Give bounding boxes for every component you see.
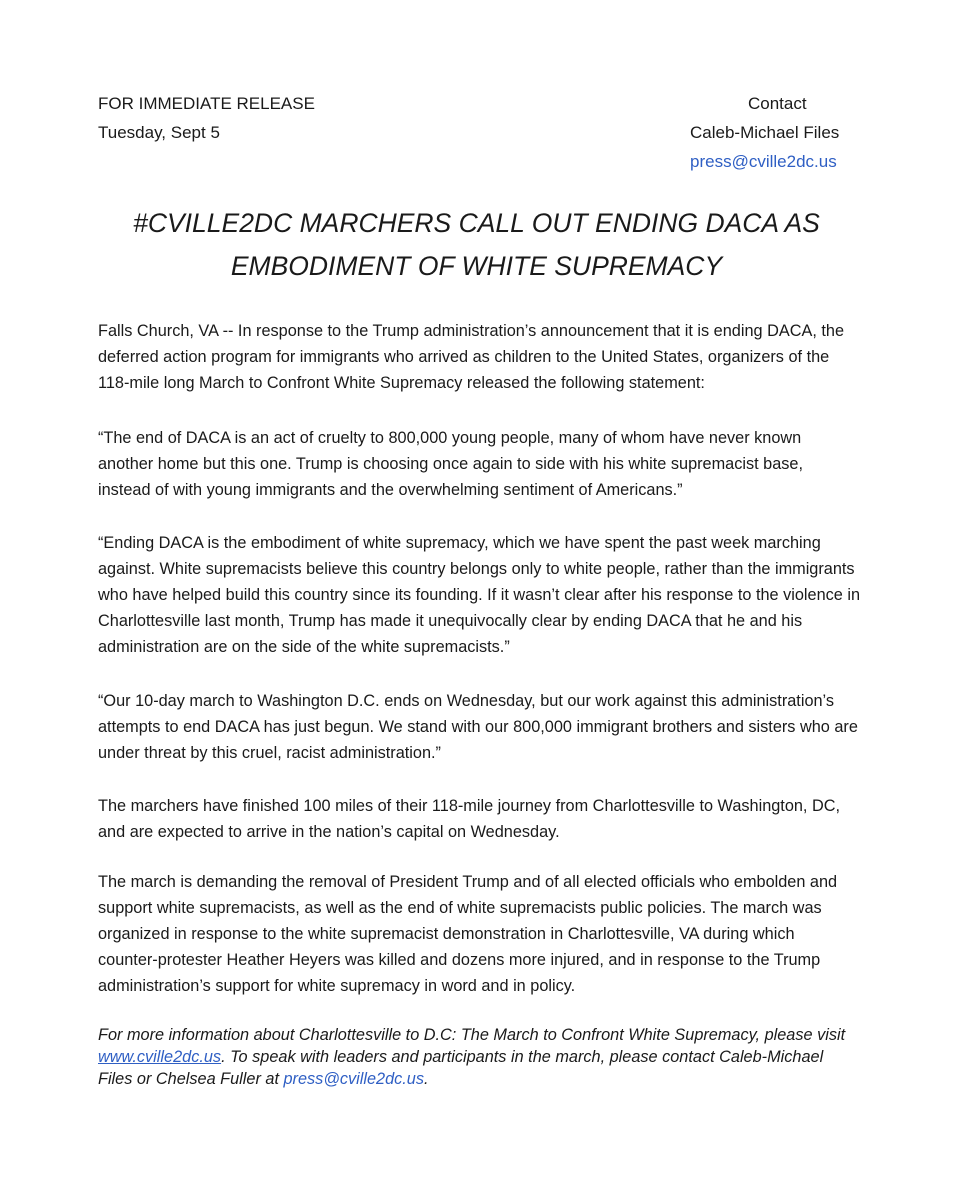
paragraph-progress (98, 793, 840, 845)
text-line: deferred action program for immigrants who arrived as children to the United States, organizers of the (98, 348, 830, 366)
website-link[interactable]: www.cville2dc.us (98, 1048, 222, 1066)
paragraph-demands (98, 869, 837, 999)
text-line: against. White supremacists believe this country belongs only to white people, rather than the immigrants (98, 560, 855, 578)
text-line: counter-protester Heather Heyers was killed and dozens more injured, and in response to the Trump (98, 951, 821, 969)
footer-more-info (98, 1024, 845, 1090)
text-line: 118-mile long March to Confront White Supremacy released the following statement: (98, 374, 705, 392)
text-line: “The end of DACA is an act of cruelty to 800,000 young people, many of whom have never known (98, 429, 802, 447)
text-line: attempts to end DACA has just begun. We stand with our 800,000 immigrant brothers and sisters who are (98, 718, 858, 736)
text-line: administration’s support for white supremacy in word and in policy. (98, 977, 576, 995)
text-line: For more information about Charlottesville to D.C: The March to Confront White Supremacy, please visit (98, 1026, 846, 1044)
text-line: organized in response to the white supremacist demonstration in Charlottesville, VA during which (98, 925, 795, 943)
text-line: “Our 10-day march to Washington D.C. ends on Wednesday, but our work against this administration’s (98, 692, 835, 710)
press-email-link[interactable]: press@cville2dc.us (283, 1070, 424, 1088)
text-line: and are expected to arrive in the nation’s capital on Wednesday. (98, 823, 560, 841)
contact-email-link[interactable]: press@cville2dc.us (690, 152, 837, 171)
text-line: “Ending DACA is the embodiment of white supremacy, which we have spent the past week marching (98, 534, 821, 552)
text-line: Falls Church, VA -- In response to the Trump administration’s announcement that it is ending DACA, the (98, 322, 844, 340)
contact-label: Contact (748, 94, 807, 113)
footer-text: . (424, 1070, 429, 1088)
text-line: administration are on the side of the white supremacists.” (98, 638, 510, 656)
paragraph-quote-3 (98, 688, 858, 766)
text-line: under threat by this cruel, racist administration.” (98, 744, 441, 762)
footer-text: Files or Chelsea Fuller at (98, 1070, 284, 1088)
text-line: support white supremacists, as well as the end of white supremacists public policies. The march was (98, 899, 822, 917)
paragraph-quote-1 (98, 425, 803, 503)
text-line: The marchers have finished 100 miles of their 118-mile journey from Charlottesville to Washington, DC, (98, 797, 841, 815)
release-date: Tuesday, Sept 5 (98, 123, 220, 142)
paragraph-intro (98, 318, 844, 396)
text-line: The march is demanding the removal of President Trump and of all elected officials who embolden and (98, 873, 838, 891)
headline-line-2: EMBODIMENT OF WHITE SUPREMACY (230, 251, 723, 281)
text-line: who have helped build this country since its founding. If it wasn’t clear after his response to the violence in (98, 586, 861, 604)
text-line (98, 1068, 845, 1090)
release-label: FOR IMMEDIATE RELEASE (98, 94, 315, 113)
contact-name: Caleb-Michael Files (690, 123, 840, 142)
text-line (98, 1046, 845, 1068)
text-line: instead of with young immigrants and the overwhelming sentiment of Americans.” (98, 481, 683, 499)
text-line: Charlottesville last month, Trump has made it unequivocally clear by ending DACA that he and his (98, 612, 803, 630)
headline-line-1: #CVILLE2DC MARCHERS CALL OUT ENDING DACA AS (133, 208, 820, 238)
footer-text: . To speak with leaders and participants in the march, please contact Caleb-Michael (221, 1048, 824, 1066)
paragraph-quote-2 (98, 530, 860, 660)
text-line: another home but this one. Trump is choosing once again to side with his white supremacist base, (98, 455, 804, 473)
